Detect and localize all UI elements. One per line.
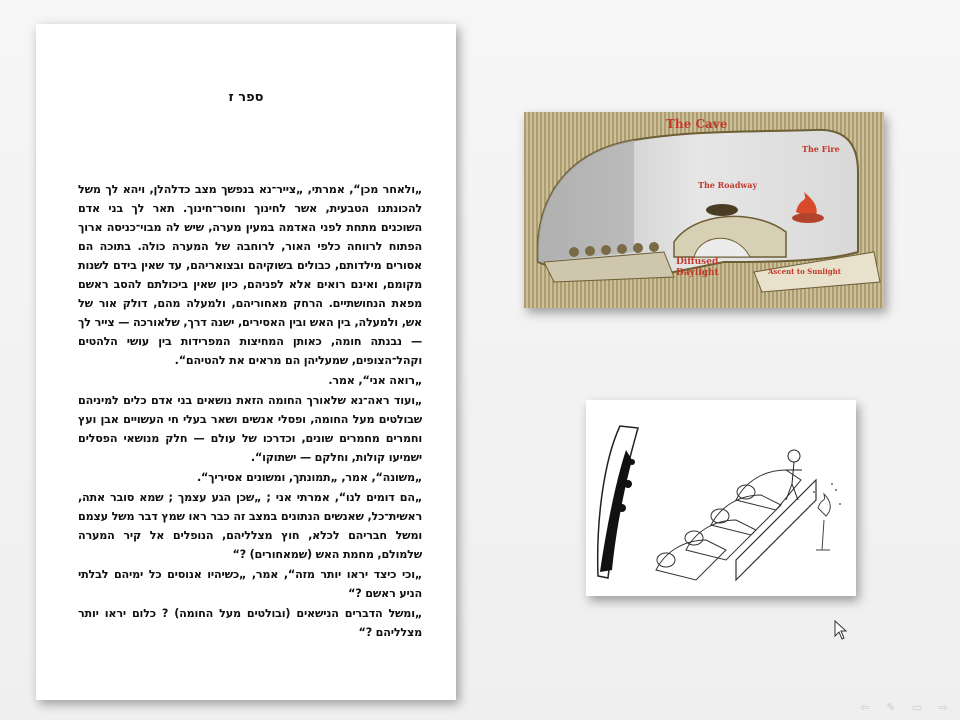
slideshow-toolbar (856, 702, 952, 714)
next-slide-icon[interactable]: ⇨ (938, 701, 948, 714)
page-text (78, 180, 422, 700)
cave-title-label: The Cave (666, 117, 728, 131)
paragraph: „משונה“, אמר, „תמונתך, ומשונים אסיריך“. (196, 471, 422, 484)
daylight-label-2: Daylight (676, 268, 719, 278)
menu-icon[interactable]: ▭ (911, 701, 923, 714)
paragraph: „ועוד ראה־נא שלאורך החומה הזאת נושאים בני אדם כלים למיניהם שבולטים מעל החומה, ופסלי אנשים ושאר בעלי חי העשויים אבן ועץ וחמרים מחמרים שונים, וכדרכו של עולם — חלק מנושאי הפסלים ישמיעו קולות, וחלקם — ישתוקו“. (78, 394, 422, 464)
page-header: ספר ז (228, 90, 264, 105)
ascent-label: Ascent to Sunlight (768, 267, 841, 276)
cave-drawing (524, 112, 884, 308)
prisoners-sketch (586, 400, 856, 596)
paragraph: „רואה אני“, אמר. (328, 374, 422, 387)
prisoners-drawing (586, 400, 856, 596)
paragraph: „הם דומים לנו“, אמרתי אני ; „שכן הגע עצמך ; שמא סובר אתה, ראשית־כל, שאנשים הנתונים במצב זה כבר ראו שמץ דבר משל עצמם ומשל חבריהם לכלא, חוץ מצלליהם, הנופלים אל קיר המערה שלמולם, מחמת האש (שמאחורים) ?“ (78, 491, 422, 561)
roadway-label: The Roadway (698, 180, 758, 190)
paragraph: „ולאחר מכן“, אמרתי, „צייר־נא בנפשך מצב כדלהלן, ויהא לך משל להכונתנו הטבעית, אשר לחינוך וחוסר־חינוך. תאר לך בני אדם השוכנים מתחת לפני האדמה במעין מערה, שיש לה מבוי־כניסה ארוך הפתוח לרווחה כלפי האור, לרוחבה של המערה כולה. בתוכה הם אסורים מילדותם, כבולים בשוקיהם ובצואריהם, עד שאין בידם לשנות מקומם, ואינם רואים אלא לפניהם, כיון שאין ביכולתם להסב ראשם מפאת הנחושתיים. הרחק מאחוריהם, ולמעלה מהם, דולק אור של אש, ולמעלה, בין האש ובין האסירים, ישנה דרך, שלאורכה — צייר לך — נבנתה חומה, כאותן המחיצות המפרידות בין עושי הלהטים וקהל־הצופים, שמעליהן הם מראים את להטיהם“. (78, 183, 422, 367)
fire-label: The Fire (802, 144, 840, 154)
pen-icon[interactable]: ✎ (886, 701, 896, 714)
daylight-label-1: Diffused (676, 257, 719, 267)
mouse-pointer-icon (833, 620, 849, 640)
cave-illustration (524, 112, 884, 308)
book-page (36, 24, 456, 700)
previous-slide-icon[interactable]: ⇦ (860, 701, 870, 714)
paragraph: „ומשל הדברים הנישאים (ובולטים מעל החומה) ? כלום יראו יותר מצלליהם ?“ (78, 607, 422, 639)
paragraph: „וכי כיצד יראו יותר מזה“, אמר, „כשיהיו אנוסים כל ימיהם לבלתי הניע ראשם ?“ (78, 568, 422, 600)
